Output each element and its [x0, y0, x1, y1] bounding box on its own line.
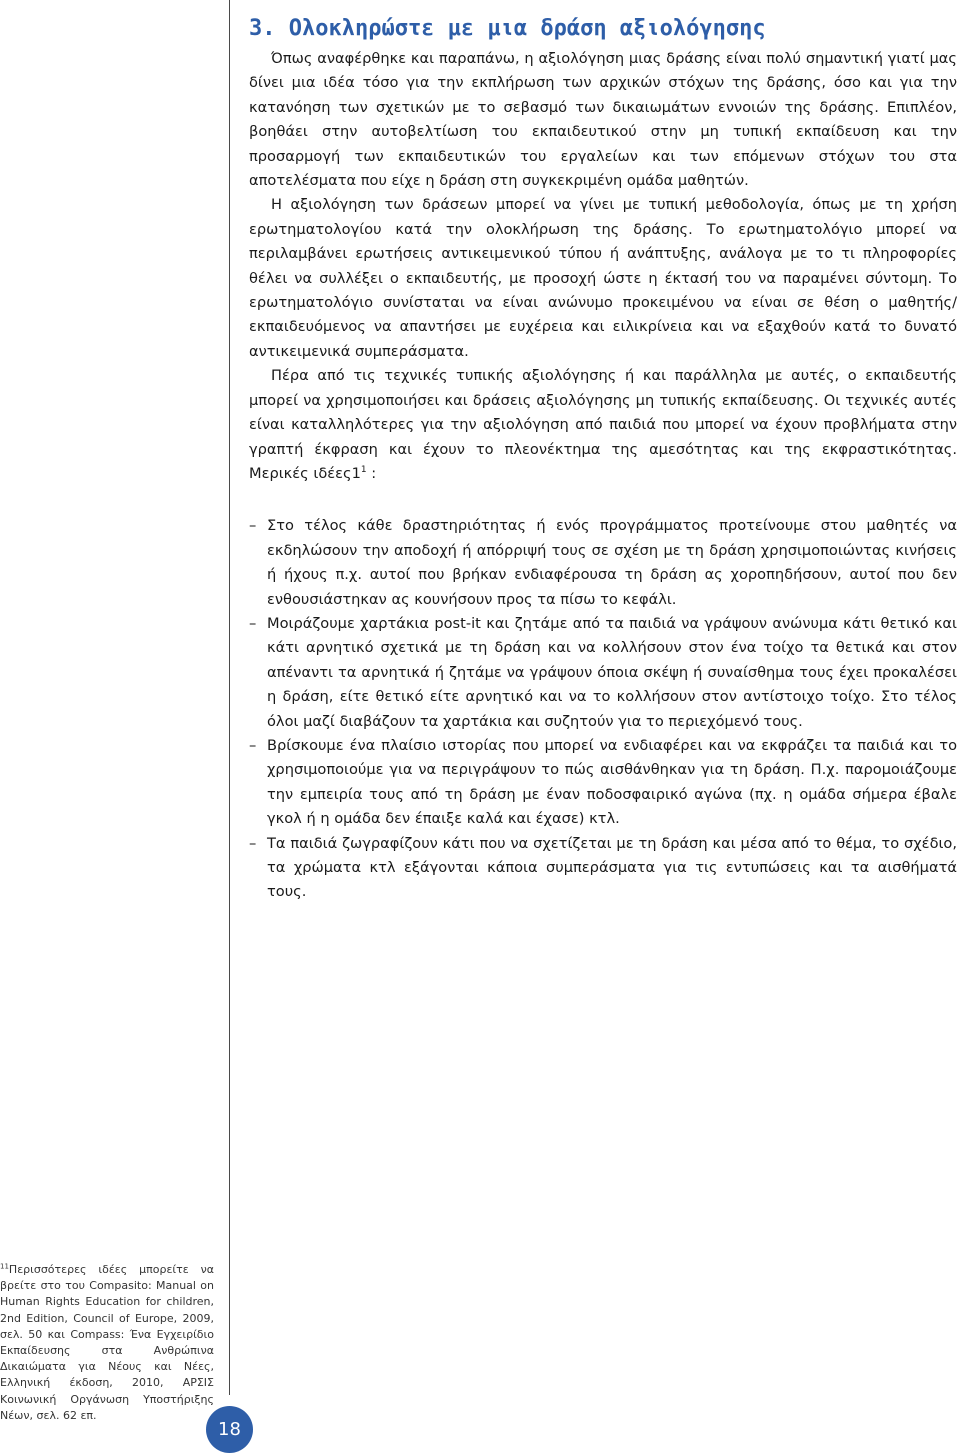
footnote-text: Περισσότερες ιδέες μπορείτε να βρείτε στο του Compasito: Manual on Human Rights Education for children, 2nd Edition, Council of Europe, 2009, σελ. 50 και Compass: Ένα Εγχειρίδιο Εκπαίδευσης στα Ανθρώπινα Δικαιώματα για Νέους και Νέες, Ελληνική έκδοση, 2010, ΑΡΣΙΣ Κοινωνική Οργάνωση Υποστήριξης Νέων, σελ. 62 επ. [0, 1263, 214, 1422]
bullet-dash: – [249, 517, 257, 535]
bullet-dash: – [249, 736, 257, 754]
list-item [249, 612, 957, 734]
paragraph-3-end: : [366, 464, 377, 482]
list-item [249, 832, 957, 905]
paragraph-3 [249, 364, 957, 486]
list-item [249, 734, 957, 832]
paragraph-1: Όπως αναφέρθηκε και παραπάνω, η αξιολόγηση μιας δράσης είναι πολύ σημαντική γιατί μας δίνει μια ιδέα τόσο για την εκπλήρωση των αρχικών στόχων της δράσης, όσο και για την κατανόηση των σχετικών με το σεβασμό των δικαιωμάτων εννοιών της δράσης. Επιπλέον, βοηθάει στην αυτοβελτίωση του εκπαιδευτικού στην μη τυπική εκπαίδευση και την προσαρμογή των εκπαιδευτικών του εργαλείων και των επόμενων στόχων του στα αποτελέσματα που είχε η δράση στη συγκεκριμένη ομάδα μαθητών. [249, 50, 957, 190]
margin-rule [229, 0, 230, 1395]
list-item-text: Στο τέλος κάθε δραστηριότητας ή ενός προγράμματος προτείνουμε στου μαθητές να εκδηλώσουν την αποδοχή ή απόρριψή τους σε σχέση με τη δράση χρησιμοποιώντας κινήσεις ή ήχους π.χ. αυτοί που βρήκαν ενδιαφέρουσα τη δράση ας χοροπηδήσουν, αυτοί που δεν ενθουσιάστηκαν ας κουνήσουν προς τα πίσω το κεφάλι. [267, 517, 957, 608]
list-item-text: Βρίσκουμε ένα πλαίσιο ιστορίας που μπορεί να ενδιαφέρει και να εκφράζει τα παιδιά και το χρησιμοποιούμε για να περιγράψουν το πώς αισθάνθηκαν για τη δράση. Π.χ. παρομοιάζουμε την εμπειρία τους από τη δράση με έναν ποδοσφαιρικό αγώνα (πχ. η ομάδα σήμερα έβαλε γκολ ή η ομάδα δεν έπαιξε καλά και έχασε) κτλ. [267, 736, 957, 828]
footnote-mark: 11 [0, 1262, 9, 1271]
bullet-dash: – [249, 834, 257, 852]
paragraph-2: Η αξιολόγηση των δράσεων μπορεί να γίνει με τυπική μεθοδολογία, όπως με τη χρήση ερωτηματολογίου κατά την ολοκλήρωση της δράσης. Το ερωτηματολόγιο μπορεί να περιλαμβάνει ερωτήσεις αντικειμενικού τύπου ή ανάπτυξης, ανάλογα με το τι πληροφορίες θέλει να συλλέξει ο εκπαιδευτής, με προσοχή ώστε η έκτασή του να παραμένει σύντομη. Το ερωτηματολόγιο συνίσταται να είναι ανώνυμο προκειμένου να είναι σε θέση ο μαθητής/εκπαιδευόμενος να απαντήσει με ευχέρεια και ειλικρίνεια και να εξαχθούν κατά το δυνατό αντικειμενικά συμπεράσματα. [249, 196, 957, 360]
list-item-text: Μοιράζουμε χαρτάκια post-it και ζητάμε από τα παιδιά να γράψουν ανώνυμα κάτι θετικό και κάτι αρνητικό σχετικά με τη δράση και να κολλήσουν στον ένα τοίχο τα θετικά και στον απέναντι τα αρνητικά ή ζητάμε να γράψουν όποια σκέψη ή συναίσθημα τους έχει προκαλέσει η δράση, είτε θετικό είτε αρνητικό και να το κολλήσουν στον αντίστοιχο τοίχο. Στο τέλος όλοι μαζί διαβάζουν τα χαρτάκια και συζητούν για το περιεχόμενό τους. [267, 614, 957, 730]
list-item-text: Τα παιδιά ζωγραφίζουν κάτι που να σχετίζεται με τη δράση και μέσα από το θέμα, το σχέδιο, τα χρώματα κτλ εξάγονται κάποια συμπεράσματα για τις εντυπώσεις και τα αισθήματά τους. [267, 834, 957, 901]
page-number: 18 [218, 1419, 241, 1440]
footnote-ref: 1 [360, 465, 367, 476]
bullet-dash: – [249, 614, 257, 632]
page-number-badge [206, 1406, 253, 1453]
section-heading: 3. Ολοκληρώστε με μια δράση αξιολόγησης [249, 16, 766, 41]
main-content [249, 14, 957, 905]
list-item [249, 514, 957, 612]
paragraph-3-text: Πέρα από τις τεχνικές τυπικής αξιολόγησης ή και παράλληλα με αυτές, ο εκπαιδευτής μπορεί να χρησιμοποιήσει και δράσεις αξιολόγησης μη τυπικής εκπαίδευσης. Οι τεχνικές αυτές είναι καταλληλότερες για την αξιολόγηση από παιδιά που μπορεί να έχουν προβλήματα στην γραπτή έκφραση και έχουν το πλεονέκτημα της αμεσότητας και της εκφραστικότητας. Μερικές ιδέες1 [249, 367, 957, 482]
footnote [0, 1262, 214, 1424]
ideas-list [249, 514, 957, 905]
